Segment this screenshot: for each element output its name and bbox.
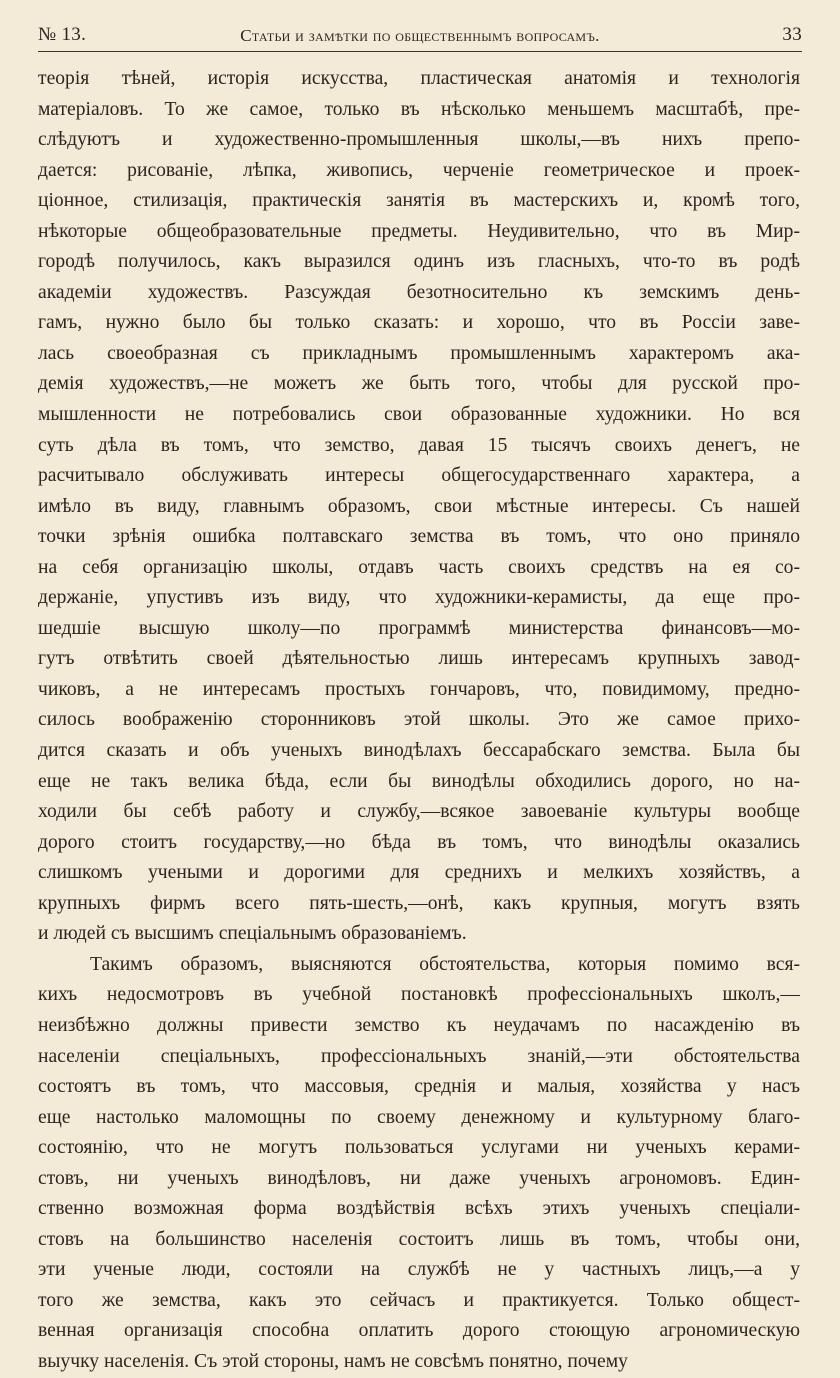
text-line: стовъ, ни ученыхъ винодѣловъ, ни даже ученыхъ агрономовъ. Един- [38,1167,800,1189]
text-line: гутъ отвѣтить своей дѣятельностью лишь интересамъ крупныхъ завод- [38,648,800,670]
text-line: точки зрѣнія ошибка полтавскаго земства въ томъ, что оно приняло [38,526,800,548]
text-line: имѣло въ виду, главнымъ образомъ, свои мѣстные интересы. Съ нашей [38,495,800,517]
text-line: слишкомъ учеными и дорогими для среднихъ и мелкихъ хозяйствъ, а [38,862,800,884]
text-line: ціонное, стилизація, практическія занятія въ мастерскихъ и, кромѣ того, [38,190,800,212]
text-line: демія художествъ,—не можетъ же быть того, чтобы для русской про- [38,373,800,395]
text-line: дится сказать и объ ученыхъ винодѣлахъ бессарабскаго земства. Была бы [38,740,800,762]
body-text [38,64,800,1378]
header-rule [38,51,802,52]
section-title: Статьи и замѣтки по общественнымъ вопросамъ. [240,26,600,45]
text-line: выучку населенія. Съ этой стороны, намъ не совсѣмъ понятно, почему [38,1350,628,1372]
text-line: силось воображенію сторонниковъ этой школы. Это же самое прихо- [38,709,800,731]
text-line: еще настолько маломощны по своему денежному и культурному благо- [38,1106,800,1128]
text-line: ственно возможная форма воздѣйствія всѣхъ этихъ ученыхъ спеціали- [38,1198,800,1220]
text-line: шедшіе высшую школу—по программѣ министерства финансовъ—мо- [38,617,800,639]
text-line: и людей съ высшимъ спеціальнымъ образованіемъ. [38,923,467,945]
text-line: того же земства, какъ это сейчасъ и практикуется. Только общест- [38,1289,800,1311]
text-line: состоянію, что не могутъ пользоваться услугами ни ученыхъ керами- [38,1137,800,1159]
text-line: ходили бы себѣ работу и службу,—всякое завоеваніе культуры вообще [38,801,800,823]
text-line: стовъ на большинство населенія состоитъ лишь въ томъ, чтобы они, [38,1228,800,1250]
text-line: дается: рисованіе, лѣпка, живопись, черченіе геометрическое и проек- [38,159,800,181]
text-line: населеніи спеціальныхъ, профессіональныхъ знаній,—эти обстоятельства [38,1045,800,1067]
text-line: венная организація способна оплатить дорого стоющую агрономическую [38,1320,800,1342]
text-line: состоятъ въ томъ, что массовыя, среднія и малыя, хозяйства у насъ [38,1076,800,1098]
text-line: матеріаловъ. То же самое, только въ нѣсколько меньшемъ масштабѣ, пре- [38,98,800,120]
text-line: кихъ недосмотровъ въ учебной постановкѣ профессіональныхъ школъ,— [38,984,800,1006]
text-line: Такимъ образомъ, выясняются обстоятельства, которыя помимо вся- [90,953,800,975]
text-line: расчитывало обслуживать интересы общегосударственнаго характера, а [38,465,800,487]
running-header [38,22,802,48]
text-line: дорого стоитъ государству,—но бѣда въ томъ, что винодѣлы оказались [38,831,800,853]
page-number: 33 [782,24,802,45]
text-line: теорія тѣней, исторія искусства, пластическая анатомія и технологія [38,68,800,89]
text-line: гамъ, нужно было бы только сказать: и хорошо, что въ Россіи заве- [38,312,800,334]
text-line: академіи художествъ. Разсуждая безотносительно къ земскимъ день- [38,281,800,303]
text-line: слѣдуютъ и художественно-промышленныя школы,—въ нихъ препо- [38,129,800,151]
text-line: держаніе, упустивъ изъ виду, что художники-керамисты, да еще про- [38,587,800,609]
text-line: чиковъ, а не интересамъ простыхъ гончаровъ, что, повидимому, предно- [38,678,800,700]
issue-number: № 13. [38,24,87,45]
text-line: нѣкоторые общеобразовательные предметы. Неудивительно, что въ Мир- [38,220,800,242]
text-line: лась своеобразная съ прикладнымъ промышленнымъ характеромъ ака- [38,342,800,364]
text-line: эти ученые люди, состояли на службѣ не у частныхъ лицъ,—а у [38,1259,800,1281]
text-line: неизбѣжно должны привести земство къ неудачамъ по насажденію въ [38,1014,800,1036]
text-line: суть дѣла въ томъ, что земство, давая 15 тысячъ своихъ денегъ, не [38,434,800,456]
text-line: на себя организацію школы, отдавъ часть своихъ средствъ на ея со- [38,556,800,578]
text-line: мышленности не потребовались свои образованные художники. Но вся [38,404,800,426]
text-line: крупныхъ фирмъ всего пять-шесть,—онѣ, какъ крупныя, могутъ взять [38,892,800,914]
text-line: городѣ получилось, какъ выразился одинъ изъ гласныхъ, что-то въ родѣ [38,251,800,273]
text-line: еще не такъ велика бѣда, если бы винодѣлы обходились дорого, но на- [38,770,800,792]
